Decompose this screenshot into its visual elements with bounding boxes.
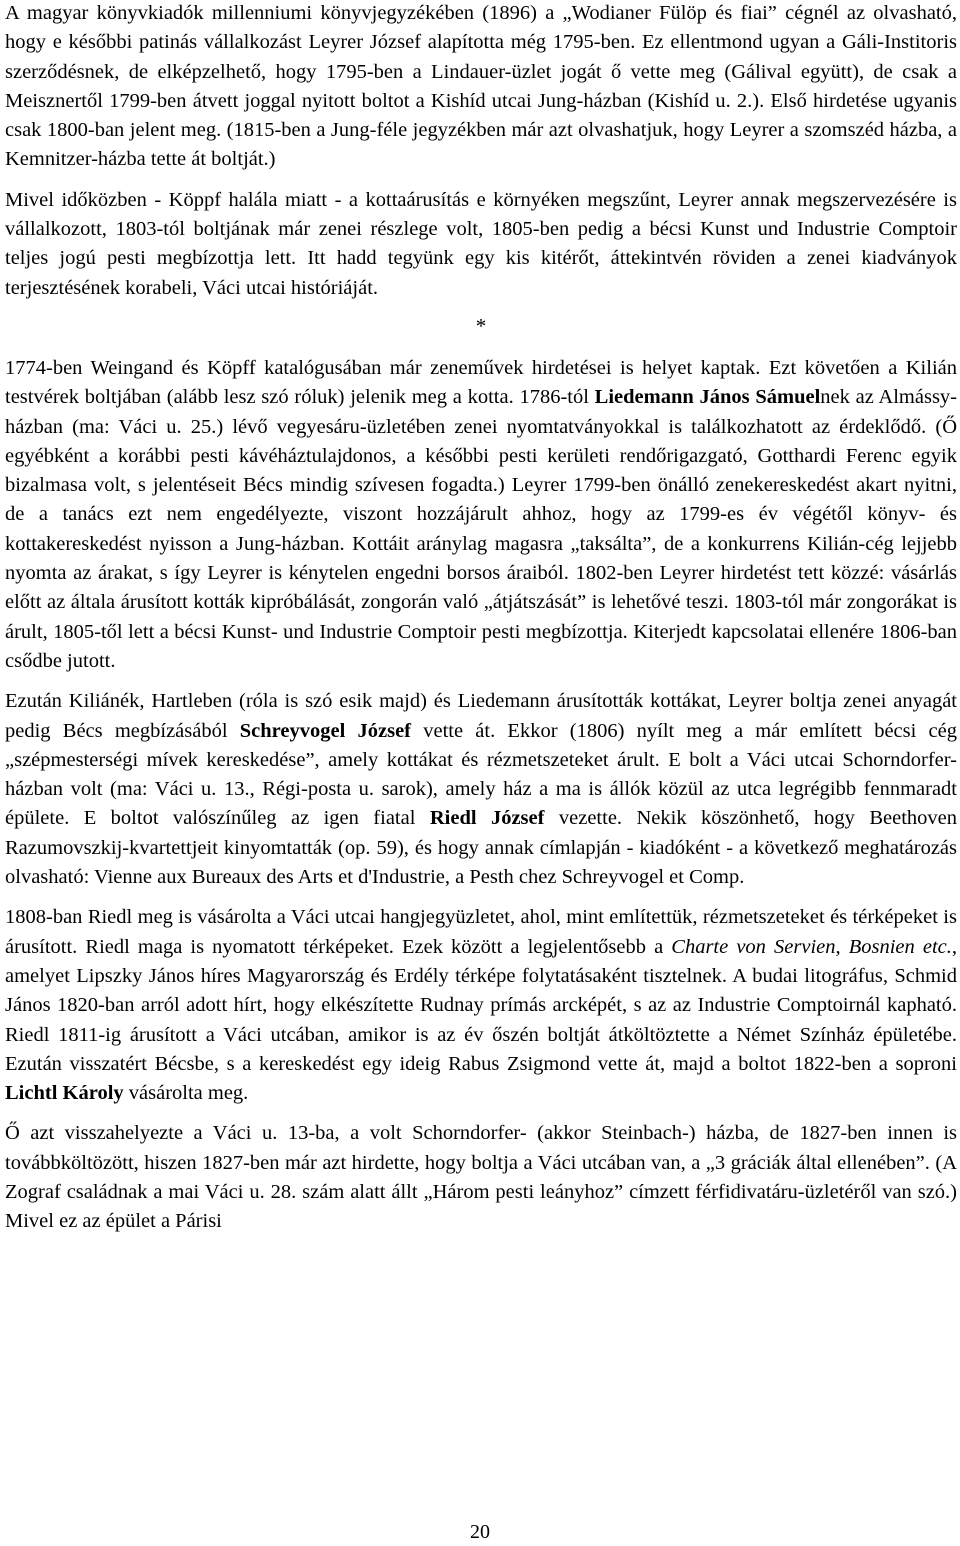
italic-title: Charte von Servien, Bosnien etc. [671, 935, 952, 958]
document-body [5, 0, 957, 1237]
separator-asterisk: * [475, 313, 487, 338]
bold-name: Liedemann János Sámuel [594, 386, 821, 409]
text-segment: Ezután Kiliánék, Hartleben (róla is szó esik majd) és Liedemann árusították kottákat, Leyrer boltja zenei anyagát pedig Bécs megbízásából [5, 690, 957, 742]
bold-name: Lichtl Károly [5, 1082, 124, 1105]
paragraph [5, 687, 957, 892]
text-segment: Ő azt visszahelyezte a Váci u. 13-ba, a volt Schorndorfer- (akkor Steinbach-) házba, de 1827-ben innen is továbbköltözött, hiszen 1827-ben már azt hirdette, hogy boltja a Váci utcában van, a „3 gráciák által ellenében”. (A Zograf családnak a mai Váci u. 28. szám alatt állt „Három pesti leányhoz” címzett férfidivatáru-üzletéről van szó.) Mivel ez az épület a Párisi [5, 1122, 957, 1233]
text-segment: A magyar könyvkiadók millenniumi könyvjegyzékében (1896) a „Wodianer Fülöp és fiai” cégnél az olvasható, hogy e későbbi patinás vállalkozást Leyrer József alapította még 1795-ben. Ez ellentmond ugyan a Gáli-Institoris szerződésnek, de elképzelhető, hogy 1795-ben a Lindauer-üzlet jogát ő vette meg (Gálival együtt), de csak a Meisznertől 1799-ben átvett joggal nyitott boltot a Kishíd utcai Jung-házban (Kishíd u. 2.). Első hirdetése ugyanis csak 1800-ban jelent meg. (1815-ben a Jung-féle jegyzékben már azt olvashatjuk, hogy Leyrer a szomszéd házba, a Kemnitzer-házba tette át boltját.) [5, 2, 957, 171]
paragraph [5, 903, 957, 1108]
text-segment: , amelyet Lipszky János híres Magyarország és Erdély térképe folytatásaként tisztelnek. A budai litográfus, Schmid János 1820-ban arról adott hírt, hogy elkészítette Rudnay prímás arcképét, s az az Industrie Comptoirnál kapható. Riedl 1811-ig árusított a Váci utcában, amikor is az év őszén boltját átköltöztette a Német Színház épületébe. Ezután visszatért Bécsbe, s a kereskedést egy ideig Rabus Zsigmond vette át, majd a boltot 1822-ben a soproni [5, 935, 957, 1075]
section-separator [5, 314, 957, 338]
paragraph [5, 0, 957, 175]
text-segment: 1808-ban Riedl meg is vásárolta a Váci utcai hangjegyüzletet, ahol, mint említettük, rézmetszeteket és térképeket is árusított. Riedl maga is nyomatott térképeket. Ezek között a legjelentősebb a [5, 906, 957, 958]
paragraph [5, 354, 957, 676]
page-number: 20 [470, 1521, 490, 1543]
text-segment: 1774-ben Weingand és Köpff katalógusában már zeneművek hirdetései is helyet kaptak. Ezt követően a Kilián testvérek boltjában (alább lesz szó róluk) jelenik meg a kotta. 1786-tól [5, 356, 957, 409]
document-page [5, 0, 957, 1248]
text-segment: nek az Almássy-házban (ma: Váci u. 25.) lévő vegyesáru-üzletében zenei nyomtatványokkal is találkozhatott az érdeklődő. (Ő egyébként a korábbi pesti kávéháztulajdonos, a későbbi pesti kerületi rendőrigazgató, Gotthardi Ferenc egyik bizalmasa volt, s jelentéseit Bécs mindig szívesen fogadta.) Leyrer 1799-ben önálló zenekereskedést akart nyitni, de a tanács ezt nem engedélyezte, viszont hozzájárult ahhoz, hogy az 1799-es év végétől könyv- és kottakereskedést nyisson a Jung-házban. Kottáit aránylag magasra „taksálta”, de a konkurrens Kilián-cég lejjebb nyomta az árakat, s így Leyrer is kénytelen engedni borsos áraiból. 1802-ben Leyrer hirdetést tett közzé: vásárlás előtt az általa árusított kották kipróbálását, zongorán való „átjátszását” is lehetővé teszi. 1803-tól már zongorákat is árult, 1805-től lett a bécsi Kunst- und Industrie Comptoir pesti megbízottja. Kiterjedt kapcsolatai ellenére 1806-ban csődbe jutott. [5, 386, 957, 672]
paragraph [5, 186, 957, 303]
text-segment: vette át. Ekkor (1806) nyílt meg a már említett bécsi cég „szépmesterségi mívek kereskedése”, amely kottákat és rézmetszeteket árult. E bolt a Váci utcai Schorndorfer-házban volt (ma: Váci u. 13., Régi-posta u. sarok), amely ház a ma is állók közül az utca legrégibb fennmaradt épülete. E boltot valószínűleg az igen fiatal [5, 719, 957, 830]
paragraph [5, 1119, 957, 1236]
bold-name: Schreyvogel József [239, 719, 412, 742]
bold-name: Riedl József [429, 807, 545, 830]
text-segment: vezette. Nekik köszönhető, hogy Beethoven Razumovszkij-kvartettjeit kinyomtatták (op. 59), és hogy annak címlapján - kiadóként - a következő meghatározás olvasható: Vienne aux Bureaux des Arts et d'Industrie, a Pesth chez Schreyvogel et Comp. [5, 807, 957, 889]
text-segment: Mivel időközben - Köppf halála miatt - a kottaárusítás e környéken megszűnt, Leyrer annak megszervezésére is vállalkozott, 1803-tól boltjának már zenei részlege volt, 1805-ben pedig a bécsi Kunst und Industrie Comptoir teljes jogú pesti megbízottja lett. Itt hadd tegyünk egy kis kitérőt, áttekintvén röviden a zenei kiadványok terjesztésének korabeli, Váci utcai históriáját. [5, 188, 957, 299]
text-segment: vásárolta meg. [123, 1082, 249, 1105]
